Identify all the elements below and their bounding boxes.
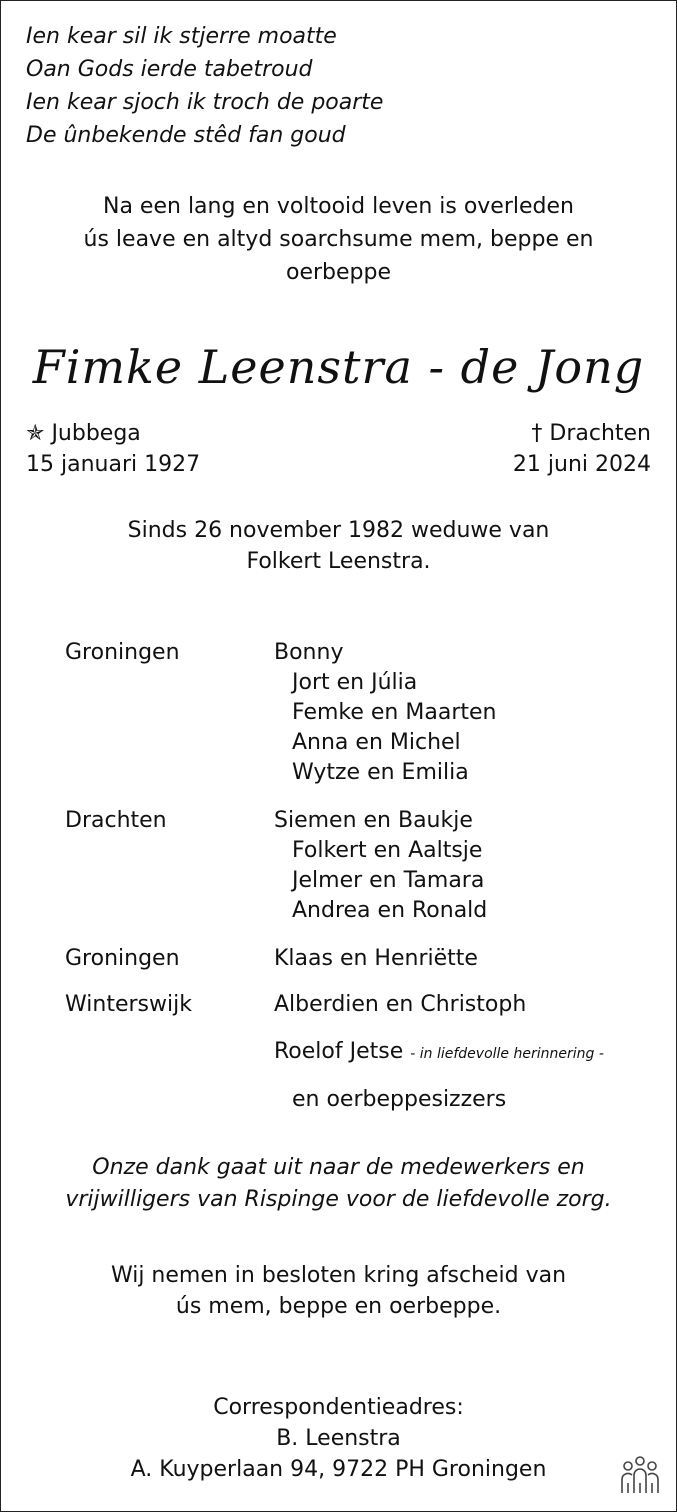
thanks: [0, 1152, 677, 1216]
grandchild: Anna en Michel: [292, 730, 461, 755]
family-head: Bonny: [274, 640, 344, 665]
poem: [26, 20, 383, 152]
thanks-line: Onze dank gaat uit naar de medewerkers en: [92, 1155, 585, 1180]
intro-line: ús leave en altyd soarchsume mem, beppe en: [83, 227, 594, 252]
grandchild: Jelmer en Tamara: [292, 868, 485, 893]
grandchild: Wytze en Emilia: [292, 760, 469, 785]
address-name: B. Leenstra: [276, 1426, 401, 1451]
widow-line: Folkert Leenstra.: [246, 549, 431, 574]
intro-line: oerbeppe: [285, 260, 391, 285]
address-street: A. Kuyperlaan 94, 9722 PH Groningen: [130, 1457, 547, 1482]
poem-line: Oan Gods ierde tabetroud: [26, 57, 313, 82]
family-place: Winterswijk: [65, 992, 192, 1017]
memory-name: Roelof Jetse: [274, 1039, 404, 1064]
farewell: [0, 1260, 677, 1322]
family-head: Alberdien en Christoph: [274, 992, 527, 1017]
deceased-name: Fimke Leenstra - de Jong: [32, 340, 645, 394]
thanks-line: vrijwilligers van Rispinge voor de liefdevolle zorg.: [65, 1187, 612, 1212]
poem-line: Ien kear sil ik stjerre moatte: [26, 24, 337, 49]
correspondence-address: [0, 1392, 677, 1485]
people-group-icon: [618, 1453, 662, 1497]
farewell-line: Wij nemen in besloten kring afscheid van: [110, 1263, 567, 1288]
grandchild: Femke en Maarten: [292, 700, 497, 725]
grandchild: Folkert en Aaltsje: [292, 838, 483, 863]
death-date: 21 juni 2024: [512, 452, 651, 477]
farewell-line: ús mem, beppe en oerbeppe.: [175, 1294, 502, 1319]
poem-line: De ûnbekende stêd fan goud: [26, 123, 346, 148]
memory-line: [274, 1037, 604, 1069]
grandchild: Jort en Júlia: [292, 670, 418, 695]
family-head: Siemen en Baukje: [274, 808, 473, 833]
poem-line: Ien kear sjoch ik troch de poarte: [26, 90, 384, 115]
star-icon: ✯: [26, 421, 45, 446]
death-info: [513, 418, 651, 480]
family-place: Groningen: [65, 640, 180, 665]
cross-icon: †: [531, 421, 543, 446]
address-label: Correspondentieadres:: [213, 1395, 464, 1420]
family-place: Groningen: [65, 946, 180, 971]
widow-line: Sinds 26 november 1982 weduwe van: [127, 518, 550, 543]
intro: [0, 190, 677, 289]
grandchild: Andrea en Ronald: [292, 898, 488, 923]
birth-info: [26, 418, 200, 480]
family-members: [274, 806, 487, 926]
death-place: Drachten: [549, 421, 651, 446]
widow-statement: [0, 515, 677, 577]
family-members: [274, 638, 496, 788]
memory-note: - in liefdevolle herinnering -: [410, 1046, 604, 1062]
great-grandchildren: en oerbeppesizzers: [292, 1087, 507, 1112]
birth-place: Jubbega: [51, 421, 141, 446]
birth-date: 15 januari 1927: [26, 452, 201, 477]
family-head: Klaas en Henriëtte: [274, 946, 478, 971]
intro-line: Na een lang en voltooid leven is overleden: [103, 194, 574, 219]
family-place: Drachten: [65, 808, 167, 833]
